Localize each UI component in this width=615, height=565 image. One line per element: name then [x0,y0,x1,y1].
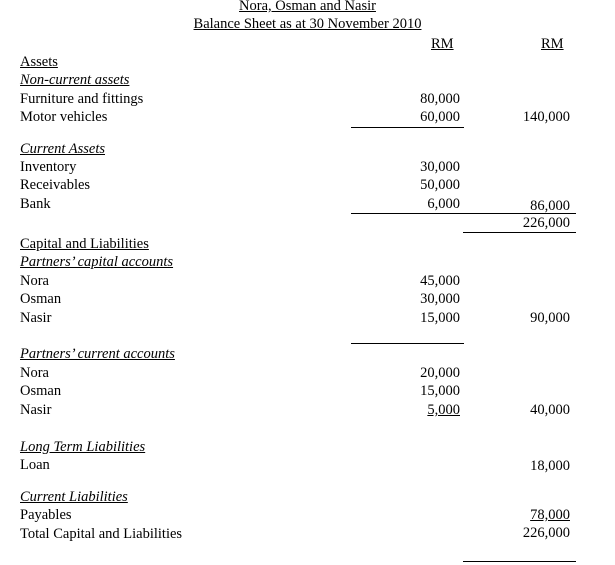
row-col1-inventory: 30,000 [420,159,460,175]
underline-total-assets [463,232,576,233]
underline-non-current [351,127,464,128]
company-title: Nora, Osman and Nasir [239,0,376,14]
row-col2-non-current-total: 140,000 [522,109,570,125]
row-col1-furniture: 80,000 [420,91,460,107]
row-col1-capital-nora: 45,000 [420,273,460,289]
col2-currency-header: RM [541,36,564,52]
row-col1-current-osman: 15,000 [420,383,460,399]
total-capital-liabilities-value: 226,000 [522,525,570,541]
long-term-liabilities-heading: Long Term Liabilities [20,439,146,455]
row-col2-loan: 18,000 [530,458,570,474]
row-label-bank: Bank [20,196,51,212]
row-label-inventory: Inventory [20,159,77,175]
current-liabilities-heading: Current Liabilities [20,489,128,505]
row-label-payables: Payables [20,507,72,523]
row-col1-receivables: 50,000 [420,177,460,193]
row-col2-current-assets-total: 86,000 [530,198,570,214]
row-label-loan: Loan [20,457,50,473]
row-label-current-osman: Osman [20,383,62,399]
row-label-capital-nora: Nora [20,273,49,289]
row-col1-capital-nasir: 15,000 [420,310,460,326]
row-label-capital-osman: Osman [20,291,62,307]
row-col1-motor-vehicles: 60,000 [420,109,460,125]
col1-currency-header: RM [431,36,454,52]
non-current-assets-heading: Non-current assets [20,72,130,88]
underline-current-assets [351,213,464,214]
assets-heading: Assets [20,54,58,70]
row-col1-bank: 6,000 [427,196,460,212]
row-label-furniture: Furniture and fittings [20,91,144,107]
current-assets-heading: Current Assets [20,141,105,157]
row-label-current-nora: Nora [20,365,49,381]
partners-capital-heading: Partners’ capital accounts [20,254,174,270]
row-col2-current-accounts-total: 40,000 [530,402,570,418]
row-col1-current-nora: 20,000 [420,365,460,381]
total-capital-liabilities-label: Total Capital and Liabilities [20,526,183,542]
row-col2-capital-total: 90,000 [530,310,570,326]
row-label-capital-nasir: Nasir [20,310,52,326]
statement-title: Balance Sheet as at 30 November 2010 [193,16,422,32]
row-col1-capital-osman: 30,000 [420,291,460,307]
underline-total-capital-liabilities [463,561,576,562]
row-label-motor-vehicles: Motor vehicles [20,109,108,125]
row-col1-current-nasir: 5,000 [427,402,460,418]
capital-liabilities-heading: Capital and Liabilities [20,236,149,252]
underline-partners-capital [351,343,464,344]
total-assets-value: 226,000 [522,215,570,231]
row-label-current-nasir: Nasir [20,402,52,418]
row-label-receivables: Receivables [20,177,91,193]
row-col2-payables: 78,000 [530,507,570,523]
partners-current-heading: Partners’ current accounts [20,346,175,362]
